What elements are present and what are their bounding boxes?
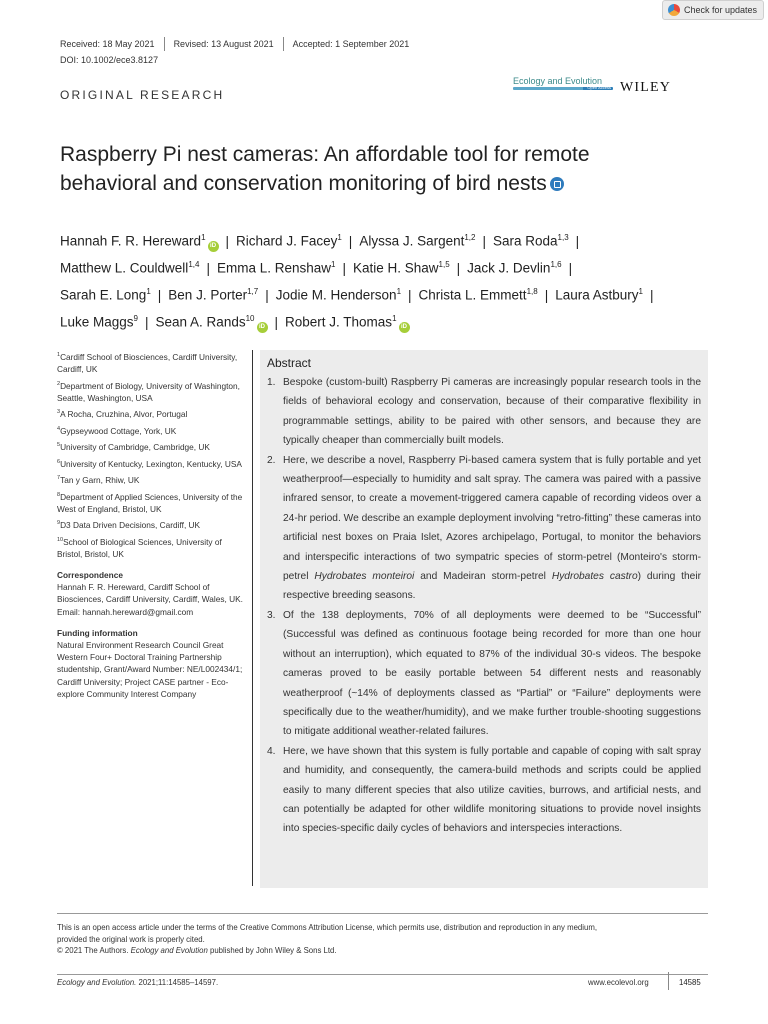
author-separator: |: [575, 233, 580, 249]
copyright-journal: Ecology and Evolution: [130, 946, 208, 955]
page-number: 14585: [679, 978, 701, 987]
affiliation-text: Tan y Garn, Rhiw, UK: [60, 474, 140, 485]
author-separator: |: [145, 314, 149, 330]
affiliation-list: [57, 349, 247, 560]
author-name[interactable]: Hannah F. R. Hereward: [60, 233, 202, 249]
author-separator: |: [456, 260, 461, 276]
revised-date: Revised: 13 August 2021: [173, 39, 274, 49]
author-affiliation-number: 1,5: [438, 260, 450, 269]
affiliation-text: University of Kentucky, Lexington, Kentucky, USA: [60, 458, 242, 469]
correspondence-heading: Correspondence: [57, 570, 123, 580]
page-divider: [668, 972, 669, 990]
check-for-updates-label: Check for updates: [684, 5, 758, 15]
author-affiliation-number: 1: [392, 314, 397, 323]
abstract-item: [267, 451, 701, 606]
affiliation-number: 9: [57, 520, 61, 527]
author-separator: |: [225, 233, 230, 249]
author-affiliation-number: 1,4: [188, 260, 200, 269]
item-text: Here, we describe a novel, Raspberry Pi-based camera system that is fully portable and yet weatherproof—especially to humidity and salt spray. The camera was paired with a passive infrared sensor, to create a movement-triggered camera capable of recording videos over a 24-hr period. We describe an example deployment involving “retro-fitting” these cameras into artificial nest boxes on Praia Islet, Azores archipelago, Portugal, to monitor the behaviors and interspecific interactions of two sympatric species of storm-petrel (Monteiro's storm-petrel: [283, 454, 701, 583]
item-text: Bespoke (custom-built) Raspberry Pi cameras are increasingly popular research tools in the fields of behavioral ecology and conservation, because of their comparative flexibility in programmable settings, ability to be paired with other sensors, and because they are typically cheaper than commercially built models.: [283, 377, 701, 447]
author-separator: |: [274, 314, 279, 330]
author-name[interactable]: Alyssa J. Sargent: [359, 233, 465, 249]
article-title: [60, 140, 700, 198]
author-affiliation-number: 1: [638, 287, 643, 296]
affiliation-text: A Rocha, Cruzhina, Alvor, Portugal: [60, 409, 188, 420]
publisher-logo: WILEY: [620, 80, 672, 95]
author-separator: |: [157, 287, 162, 303]
item-number: 1.: [267, 377, 276, 388]
affiliation: [57, 472, 247, 486]
author-affiliation-number: 9: [133, 314, 138, 323]
author-separator: |: [265, 287, 269, 303]
author-affiliation-number: 1,7: [247, 287, 259, 296]
affiliation: [57, 406, 247, 420]
journal-logo: [513, 76, 613, 90]
author-affiliation-number: 1: [337, 233, 342, 242]
affiliation: [57, 517, 247, 531]
author-affiliation-number: 1,3: [557, 233, 569, 242]
affiliation-text: Gypseywood Cottage, York, UK: [60, 425, 177, 436]
item-number: 3.: [267, 609, 276, 621]
abstract-box: [260, 350, 708, 888]
title-line-2: behavioral and conservation monitoring of bird nests: [60, 172, 547, 195]
author-name[interactable]: Jack J. Devlin: [467, 260, 551, 276]
affiliation-text: D3 Data Driven Decisions, Cardiff, UK: [60, 520, 201, 531]
doi[interactable]: DOI: 10.1002/ece3.8127: [60, 55, 159, 65]
copyright-pre: © 2021 The Authors.: [57, 946, 131, 955]
copyright-post: published by John Wiley & Sons Ltd.: [207, 946, 337, 955]
author-name[interactable]: Jodie M. Henderson: [275, 287, 397, 303]
author-affiliation-number: 1,2: [464, 233, 476, 242]
affiliation-number: 7: [57, 475, 61, 482]
affiliation-number: 6: [57, 458, 61, 465]
affiliation: [57, 456, 247, 470]
correspondence-text: Hannah F. R. Hereward, Cardiff School of Biosciences, Cardiff University, Cardiff, Wales, UK.: [57, 582, 243, 605]
author-affiliation-number: 1,6: [550, 260, 562, 269]
funding-heading: Funding information: [57, 627, 138, 638]
affiliation-text: Cardiff School of Biosciences, Cardiff University, Cardiff, UK: [57, 351, 238, 374]
section-label: ORIGINAL RESEARCH: [60, 88, 225, 102]
author-affiliation-number: 10: [245, 314, 255, 323]
divider: [164, 37, 165, 51]
author-separator: |: [348, 233, 353, 249]
citation-journal: Ecology and Evolution.: [57, 978, 137, 987]
journal-website[interactable]: www.ecolevol.org: [588, 978, 649, 987]
footer-bottom-divider: [57, 974, 708, 975]
affiliation: [57, 349, 247, 375]
author-name[interactable]: Katie H. Shaw: [352, 260, 439, 276]
author-name[interactable]: Richard J. Facey: [236, 233, 338, 249]
abstract-item: [267, 742, 701, 839]
sidebar-divider: [252, 350, 253, 886]
accepted-date: Accepted: 1 September 2021: [292, 39, 410, 49]
author-separator: |: [482, 233, 486, 249]
affiliation-number: 1: [57, 352, 61, 358]
author-name[interactable]: Ben J. Porter: [168, 287, 248, 303]
affiliation-number: 8: [57, 491, 61, 498]
affiliation: [57, 489, 247, 515]
item-text: and Madeiran storm-petrel: [414, 571, 552, 583]
author-separator: |: [342, 260, 346, 276]
author-name[interactable]: Christa L. Emmett: [418, 287, 527, 303]
author-name[interactable]: Luke Maggs: [60, 314, 134, 330]
affiliation-number: 3: [57, 409, 61, 416]
author-name[interactable]: Emma L. Renshaw: [216, 260, 331, 276]
orcid-icon[interactable]: iD: [399, 322, 410, 333]
crossmark-icon: [668, 4, 680, 16]
affiliation-number: 10: [57, 536, 64, 543]
affiliation: [57, 439, 247, 453]
item-text: Here, we have shown that this system is fully portable and capable of coping with salt spray and humidity, and consequently, the camera-build methods and scripts could be applied easily to many different species that also utilize cavities, burrows, and artificial nests, and can potentially be adapted for other wildlife monitoring situations to provide novel insights into species-specific daily cycles of behaviors and interspecies interactions.: [283, 745, 701, 835]
orcid-icon[interactable]: iD: [257, 322, 268, 333]
journal-logo-bar: [513, 87, 613, 90]
item-text: ) during their respective breeding seasons.: [283, 571, 701, 602]
author-name[interactable]: Sean A. Rands: [155, 314, 246, 330]
affiliations-sidebar: [57, 349, 247, 700]
license-line-1: This is an open access article under the terms of the Creative Commons Attribution License, which permits use, distribution and reproduction in any medium,: [57, 923, 597, 932]
author-name[interactable]: Sara Roda: [493, 233, 558, 249]
citation-details: 2021;11:14585–14597.: [136, 978, 219, 987]
abstract-list: [267, 373, 701, 839]
open-access-label: Open Access: [587, 85, 611, 90]
species-name: Hydrobates castro: [551, 571, 638, 583]
author-affiliation-number: 1: [396, 287, 402, 296]
funding-text: Natural Environment Research Council Great Western Four+ Doctoral Training Partnership studentship, Grant/Award Number: NE/L002434/1; Cardiff University; Project CASE partner - Eco-explore Community Interest Company: [57, 640, 243, 699]
item-number: 2.: [267, 454, 276, 466]
item-text: Of the 138 deployments, 70% of all deployments were deemed to be “Successful” (Successful was defined as continuous footage being recorded for more than one hour without an interruption), which equated to 87% of the individual 30-s videos. The bespoke cameras proved to be easily portable between 54 different nests and reasonably weatherproof (~14% of deployments classed as “Partial” or “Failure” deployments were specifically due to the weather/humidity), and we make further trouble-shooting suggestions to mitigate additional weather-related failures.: [283, 609, 701, 738]
author-separator: |: [408, 287, 412, 303]
license-line-2: provided the original work is properly cited.: [57, 934, 205, 944]
author-name[interactable]: Matthew L. Couldwell: [60, 260, 189, 276]
author-affiliation-number: 1: [201, 233, 206, 242]
divider: [283, 37, 284, 51]
species-name: Hydrobates monteiroi: [314, 571, 415, 583]
orcid-icon[interactable]: iD: [208, 241, 219, 252]
author-name[interactable]: Sarah E. Long: [60, 287, 147, 303]
affiliation-text: School of Biological Sciences, University of Bristol, Bristol, UK: [57, 536, 222, 559]
open-access-icon: [550, 177, 564, 191]
author-affiliation-number: 1,8: [526, 287, 538, 296]
author-affiliation-number: 1: [146, 287, 151, 296]
title-line-1: Raspberry Pi nest cameras: An affordable tool for remote: [60, 143, 590, 166]
abstract-heading: Abstract: [267, 356, 312, 370]
abstract-item: [267, 606, 701, 742]
author-separator: |: [544, 287, 549, 303]
author-name[interactable]: Laura Astbury: [555, 287, 639, 303]
received-date: Received: 18 May 2021: [60, 39, 155, 49]
affiliation-text: University of Cambridge, Cambridge, UK: [60, 442, 210, 453]
affiliation: [57, 423, 247, 437]
affiliation-number: 5: [57, 442, 61, 449]
affiliation-number: 2: [57, 380, 61, 387]
affiliation-text: Department of Applied Sciences, University of the West of England, Bristol, UK: [57, 491, 243, 514]
dates-row: [60, 37, 409, 51]
author-separator: |: [649, 287, 654, 303]
affiliation-number: 4: [57, 425, 61, 432]
copyright-line: [57, 945, 717, 957]
check-for-updates-button[interactable]: [662, 0, 764, 20]
author-separator: |: [206, 260, 210, 276]
author-list: [60, 226, 710, 334]
affiliation: [57, 378, 247, 404]
correspondence-email[interactable]: Email: hannah.hereward@gmail.com: [57, 606, 194, 617]
author-separator: |: [568, 260, 573, 276]
author-affiliation-number: 1: [331, 260, 336, 269]
journal-name: Ecology and Evolution: [513, 76, 603, 86]
item-number: 4.: [267, 745, 276, 757]
citation: [57, 978, 218, 987]
affiliation: [57, 534, 247, 560]
abstract-item: [267, 373, 701, 451]
footer-divider: [57, 913, 708, 914]
author-name[interactable]: Robert J. Thomas: [285, 314, 393, 330]
affiliation-text: Department of Biology, University of Washington, Seattle, Washington, USA: [57, 380, 240, 403]
license-text: [57, 922, 717, 957]
